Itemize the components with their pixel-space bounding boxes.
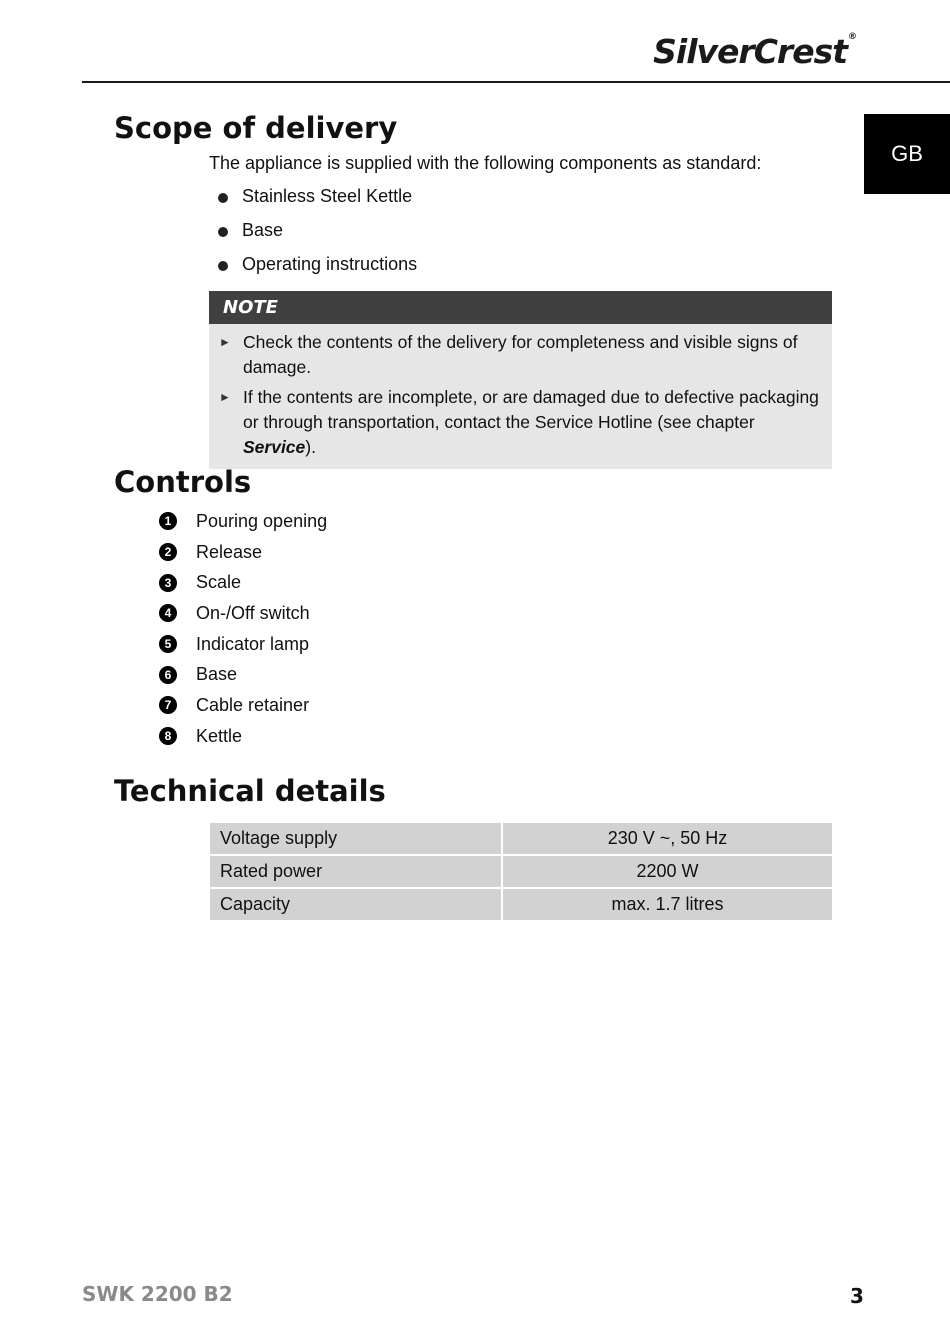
scope-title: Scope of delivery [114,111,398,145]
technical-table [210,821,832,922]
footer-model: SWK 2200 B2 [82,1282,233,1306]
list-item: 6 Base [159,659,327,690]
bullet-icon [218,227,228,237]
number-badge-icon: 3 [159,574,177,592]
note-label: NOTE [209,291,832,324]
arrow-right-icon: ► [219,390,231,404]
arrow-right-icon: ► [219,335,231,349]
service-chapter-ref: Service [243,437,306,457]
header-rule [82,81,950,83]
language-tab [864,114,950,194]
note-item: ► If the contents are incomplete, or are damaged due to defective packaging or through transportation, contact the Service Hotline (see chapter Service). [219,385,822,460]
table-row: Rated power 2200 W [210,856,832,887]
list-item: Base [218,220,417,254]
list-item: 5 Indicator lamp [159,629,327,660]
technical-title: Technical details [114,774,386,808]
list-item: 4 On-/Off switch [159,598,327,629]
bullet-icon [218,193,228,203]
list-item: 2 Release [159,537,327,568]
list-item: 8 Kettle [159,721,327,752]
list-item: 7 Cable retainer [159,690,327,721]
scope-intro: The appliance is supplied with the following components as standard: [209,153,762,173]
number-badge-icon: 8 [159,727,177,745]
table-row: Voltage supply 230 V ~, 50 Hz [210,823,832,854]
number-badge-icon: 6 [159,666,177,684]
number-badge-icon: 4 [159,604,177,622]
number-badge-icon: 7 [159,696,177,714]
note-item: ► Check the contents of the delivery for completeness and visible signs of damage. [219,330,822,380]
list-item: 3 Scale [159,567,327,598]
note-box [209,291,832,469]
number-badge-icon: 2 [159,543,177,561]
bullet-icon [218,261,228,271]
controls-title: Controls [114,465,252,499]
language-label: GB [891,141,923,166]
number-badge-icon: 1 [159,512,177,530]
list-item: Operating instructions [218,254,417,288]
list-item: Stainless Steel Kettle [218,186,417,220]
page-number: 3 [850,1284,864,1308]
number-badge-icon: 5 [159,635,177,653]
silvercrest-logo: SilverCrest® [653,32,856,71]
scope-list [218,186,417,288]
controls-list [159,506,327,752]
table-row: Capacity max. 1.7 litres [210,889,832,920]
list-item: 1 Pouring opening [159,506,327,537]
